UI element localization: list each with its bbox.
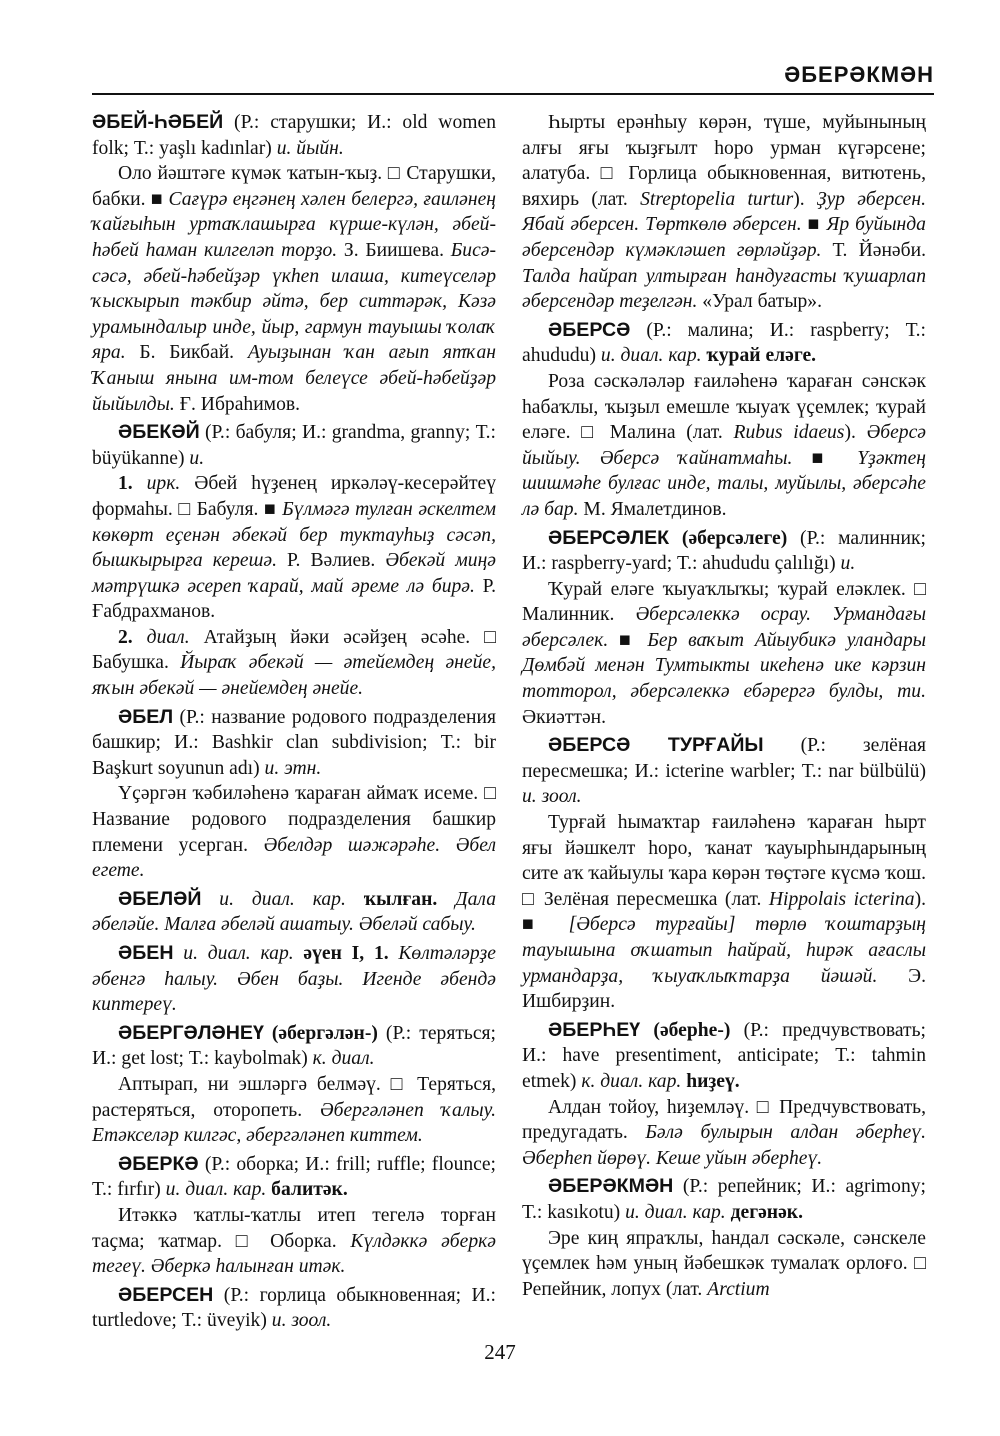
sense-number: 1. (118, 473, 147, 495)
grammar-label: и. зоол. (271, 1310, 332, 1332)
translations: (Р.: зелёная пересмешка; И.: icterine warbler; Т.: nar bülbülü) (522, 735, 927, 782)
example: Үҙәктең шишмәһе булғас инде, талы, муйылы, әберсәһе лә бар. (522, 447, 926, 520)
example: Бисә-сәсә, әбей-һәбейҙәр үкһеп илаша, китеүселәр ҡыскырып тәкбир әйтә, бер ситтәрәк, Кәзә урамындалыр инде, йыр, гармун тауышы ҡолаҡ яра. (92, 239, 496, 364)
grammar-label: и. этн. (264, 757, 322, 779)
grammar-label: и. йыйн. (276, 137, 344, 159)
example: Әбелдәр шәжәрәһе. Әбел егете. (92, 834, 496, 882)
source: Әкиәттән. (522, 706, 607, 728)
example: [Әберсә турғайы] төрлө ҡоштарҙың тауышына оҡшатып һайрай, һирәк ағаслы урмандарҙа, ҡыуаҡлыҡтарҙа йәшәй. (522, 914, 926, 987)
translations: (Р.: название родового подразделения башкир; И.: Bashkir clan subdivision; Т.: bir Başkurt soyunun adı) (92, 706, 496, 779)
example: Ҙур әберсен. Ябай әберсен. Төрткөлө әберсен. (522, 188, 926, 236)
headword: ӘБЕН (118, 942, 174, 964)
definition (522, 577, 926, 731)
entry-abersen (92, 1283, 496, 1334)
definition-text: Ҡурай еләге ҡыуаҡлыҡы; ҡурай еләклек. □ Малинник. (522, 578, 926, 626)
example: Талда һайрап ултырған һандуғасты ҡушарлап әберсендәр теҙелгән. (522, 265, 926, 313)
cross-reference: ҡылған. (345, 888, 456, 910)
latin-name: Hippolais icterina (768, 888, 915, 910)
cross-reference: ҡурай еләге. (701, 345, 817, 367)
source: З. Биишева. (337, 239, 451, 261)
example: Сағүрә еңгәнең хәлен белергә, ғаиләнең ҡайғыһын уртаҡлашырға күрше-күлән, әбей-һәбей һаман килгеләп торҙо. (92, 188, 497, 261)
translations: (Р.: старушки; И.: old women folk; Т.: yaşlı kadınlar) (92, 112, 496, 159)
entry-abersa (522, 318, 926, 369)
example: Әбергәләнеп ҡалыу. Етәкселәр килгәс, әбергәләнеп киттем. (92, 1099, 496, 1147)
cross-reference: һиҙеү. (681, 1070, 740, 1092)
grammar-label: и. зоол. (522, 786, 582, 808)
headword: ӘБЕРСӘЛЕК (548, 526, 670, 549)
example: Әбекәй миңә мәтрүшкә әсереп ҡарай, май әреме лә бирә. (92, 550, 496, 597)
translations: (Р.: горлица обыкновенная; И.: turtledove; Т.: üveyik) (92, 1284, 496, 1332)
grammar-label: и. диал. кар. (600, 345, 702, 367)
grammar-label: к. диал. (312, 1048, 375, 1070)
translations: (Р.: бабуля; И.: grandma, granny; Т.: büyükanne) (92, 422, 496, 469)
entry-abergalaneu (92, 1021, 496, 1072)
example: Бер ваҡыт Айыубикә уландары Дөмбәй менән Тумтыкты икеһенә ике кәрзин тотторол, әберсәлеккә ебәрергә булды, ти. (522, 629, 926, 703)
translations: (Р.: теряться; И.: get lost; Т.: kaybolmak) (92, 1022, 496, 1070)
definition-text: Үҫәргән ҡәбиләһенә ҡараған аймаҡ исеме. □ Название родового подразделения башкир племени усерган. (92, 783, 496, 856)
grammar-label: и. диал. кар. (173, 943, 304, 964)
grammar-label: и. диал. кар. (165, 1179, 267, 1201)
example: Әберсәлеккә осрау. Урмандағы әберсәлек. (522, 604, 926, 651)
running-head: ӘБЕРӘКМӘН (784, 62, 934, 87)
headword: ӘБЕРӘКМӘН (548, 1175, 674, 1198)
source: Б. Бикбай. (125, 342, 248, 364)
source: Ғ. Ибраһимов. (174, 393, 301, 415)
example: Яр буйында әберсендәр күмәкләшеп гөрләйҙәр. (522, 214, 926, 261)
headword: ӘБЕРСӘ (548, 318, 631, 341)
cross-reference: әүен I, 1. (303, 943, 389, 964)
definition-text: Әбей һүҙенең иркәләү-кесерәйтеү формаһы. □ Бабуля. ■ (92, 473, 496, 520)
translations: (Р.: малина; И.: raspberry; Т.: ahududu) (522, 319, 926, 367)
source: Э. Ишбирҙин. (522, 965, 926, 1013)
headword: ӘБЕЛ (118, 705, 174, 728)
definition (522, 1226, 926, 1303)
grammar-label: и. диал. кар. (201, 888, 346, 910)
latin-name: Streptopelia turtur (640, 188, 794, 210)
sense-number: 2. (118, 626, 147, 648)
definition (522, 1095, 926, 1172)
definition (522, 369, 926, 523)
usage-label: ирк. (146, 473, 181, 495)
cross-reference: дегәнәк. (725, 1201, 803, 1223)
definition-continued (522, 110, 926, 315)
translations: (Р.: малинник; И.: raspberry-yard; Т.: ahududu çalılığı) (522, 527, 926, 575)
definition-text: Алдан тойоу, һиҙемләү. □ Предчувствовать, предугадать. (522, 1096, 926, 1144)
entry-aberakman (522, 1174, 926, 1225)
separator: ). ■ (522, 888, 926, 936)
cross-reference: балитәк. (266, 1179, 348, 1201)
translations: (Р.: репейник; И.: agrimony; Т.: kasıkotu) (522, 1176, 926, 1223)
entry-aberka (92, 1152, 496, 1203)
definition (92, 1203, 496, 1280)
example: Әберсә йыйыу. Әберсә ҡайнатмаһы. (522, 422, 926, 469)
headword: ӘБЕЙ-ҺӘБЕЙ (92, 111, 224, 133)
definition-text: Итәккә ҡатлы-ҡатлы итеп тегелә торған таҫма; ҡатмар. □ Оборка. (92, 1204, 496, 1252)
sense-2 (92, 625, 496, 702)
example: Дала әбеләйе. Малға әбеләй ашатыу. Әбеләй сабыу. (92, 888, 496, 936)
example: Көлтәләрҙе әбенгә һалыу. Әбен баҙы. Игенде әбендә киптереү. (92, 943, 496, 1016)
headword: ӘБЕРКӘ (118, 1152, 199, 1175)
example: Йыраҡ әбекәй — әтейемдең әнейе, яҡын әбекәй — әнейемдең әнейе. (92, 652, 496, 700)
definition-text: Роза сәскәләләр ғаиләһенә ҡараған сәнскәк һабаҡлы, ҡыҙыл емешле ҡыуаҡ үҫемлек; ҡурай еләге. □ Малина (лат. (522, 370, 926, 444)
source: Р. Ғабдрахманов. (92, 575, 496, 623)
definition-text: Оло йәштәге күмәк ҡатын-ҡыҙ. □ Старушки, бабки. ■ (92, 163, 496, 210)
stem: (әберсәлеге) (669, 527, 788, 549)
translations: (Р.: оборка; И.: frill; ruffle; flounce; Т.: fırfır) (92, 1153, 496, 1201)
grammar-label: к. диал. кар. (581, 1070, 682, 1092)
sense-1 (92, 471, 496, 625)
entry-aben (92, 941, 496, 1018)
entry-abekai (92, 420, 496, 471)
definition-text: ). (793, 188, 817, 210)
definition-text: Атайҙың йәки әсәйҙең әсәһе. □ Бабушка. (92, 626, 497, 674)
stem: (әбергәлән-) (263, 1022, 378, 1044)
example: Ауыҙынан ҡан ағып ятҡан Ҡаныш янына им-том белеүсе әбей-һәбейҙәр йыйылды. (92, 342, 496, 415)
source: М. Ямалетдинов. (578, 498, 727, 520)
definition-text: ). (844, 422, 867, 444)
headword: ӘБЕКӘЙ (118, 421, 200, 444)
definition (92, 781, 496, 883)
source: «Урал батыр». (697, 291, 822, 313)
left-column (92, 110, 496, 1334)
source: Р. Вәлиев. (276, 550, 386, 572)
definition-text: Эре киң япраҡлы, һандал сәскәле, сәнскеле үҫемлек һәм уның йәбешкәк тумалаҡ орлоғо. □ Репейник, лопух (лат. (522, 1227, 926, 1300)
grammar-label: и. (840, 553, 856, 575)
entry-aberheu (522, 1018, 926, 1095)
entry-abersalek (522, 526, 926, 577)
example: Бүлмәгә тулған әскелтем көкөрт еҫенән әбекәй бер туктауһыҙ сәсәп, бышкырырға керешә. (92, 498, 496, 572)
right-column (522, 110, 926, 1302)
definition (92, 161, 496, 417)
headword: ӘБЕРГӘЛӘНЕҮ (118, 1021, 264, 1044)
translations: (Р.: предчувствовать; И.: have presentiment, anticipate; Т.: tahmin etmek) (522, 1019, 926, 1092)
separator: ■ (608, 629, 648, 651)
separator: ■ (801, 214, 827, 236)
separator: ■ (792, 447, 858, 469)
page-number: 247 (484, 1340, 516, 1364)
latin-name: Arctium (707, 1278, 770, 1300)
headword: ӘБЕРСӘ ТУРҒАЙЫ (548, 734, 764, 757)
headword: ӘБЕЛӘЙ (118, 887, 202, 910)
definition (522, 810, 926, 1015)
header-rule (92, 93, 934, 95)
example: Күлдәккә әберкә тегеү. Әберкә һалынған итәк. (92, 1230, 497, 1278)
latin-name: Rubus idaeus (733, 422, 845, 444)
definition-text: Турғай һымаҡтар ғаиләһенә ҡараған һырт яғы йәшкелт һоро, ҡанат ҡауырһындарының сите аҡ ҡайыулы ҡара көрән төҫтәге күсмә ҡош. □ Зелёная пересмешка (лат. (522, 812, 926, 910)
definition (92, 1072, 496, 1149)
definition-text: Һырты ерәнһыу көрән, түше, муйынының алғы яғы ҡыҙғылт һоро урман күгәрсене; алатуба. □ Горлица обыкновенная, витютень, вяхирь (лат. (522, 112, 926, 210)
headword: ӘБЕРСЕН (118, 1283, 214, 1306)
headword: ӘБЕРҺЕҮ (548, 1018, 641, 1041)
grammar-label: и. диал. кар. (625, 1201, 726, 1223)
entry-abersa-turgaiy (522, 733, 926, 810)
entry-abelai (92, 887, 496, 938)
definition-text: Аптырап, ни эшләргә белмәү. □ Теряться, растеряться, оторопеть. (92, 1073, 496, 1121)
grammar-label: и. (189, 447, 205, 469)
entry-abei-habei (92, 110, 496, 161)
stem: (әберһе-) (640, 1019, 731, 1041)
entry-abel (92, 705, 496, 782)
source: Т. Йәнәби. (821, 239, 926, 261)
example: Бәлә булырын алдан әберһеү. Әберһеп йөрөү. Кеше уйын әберһеү. (522, 1122, 926, 1169)
usage-label: диал. (146, 626, 190, 648)
